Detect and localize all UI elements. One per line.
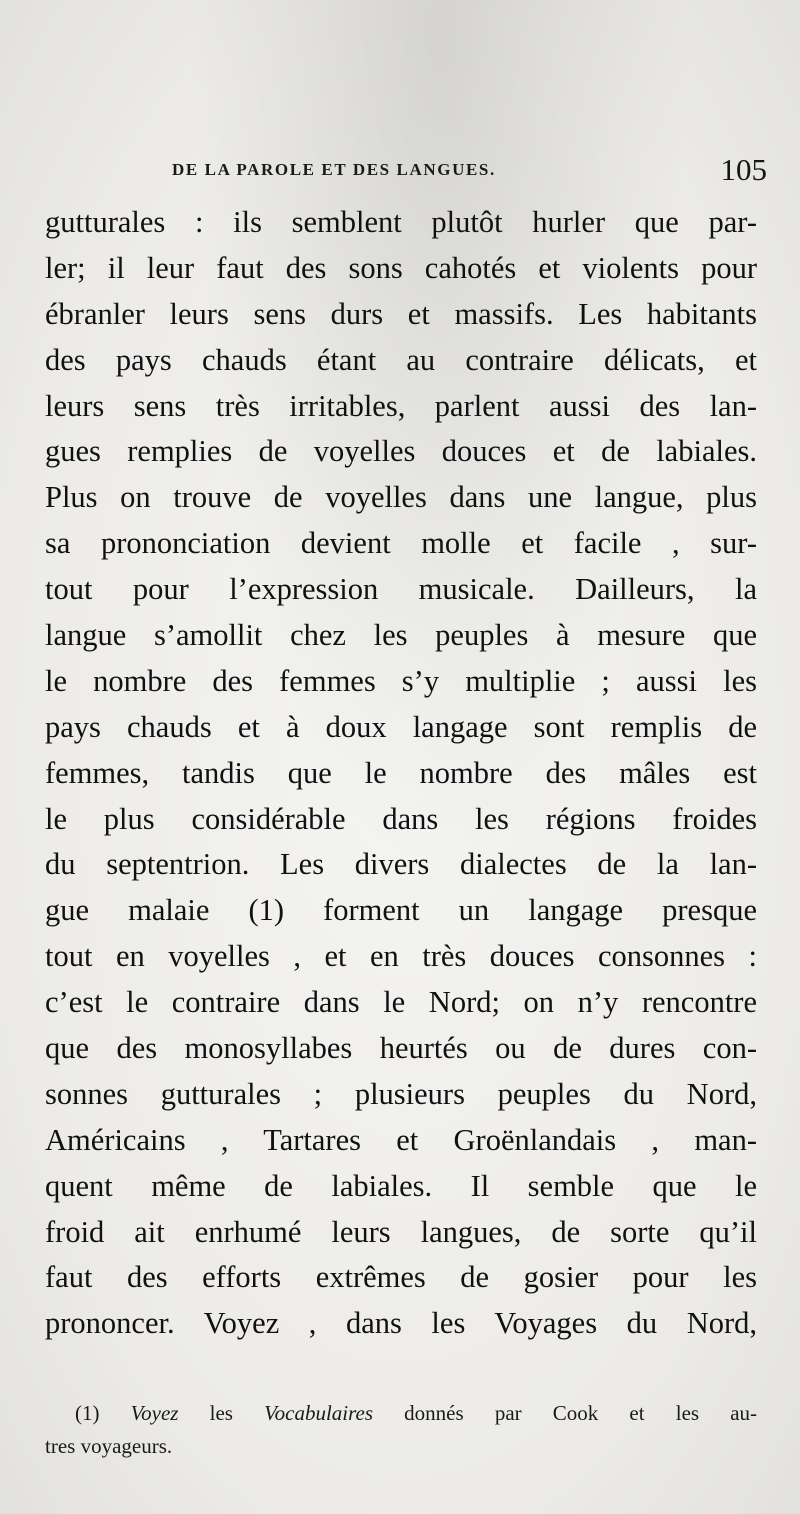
text-line: tout en voyelles , et en très douces consonnes : — [45, 939, 757, 974]
text-line: langue s’amollit chez les peuples à mesure que — [45, 618, 757, 653]
text-line: quent même de labiales. Il semble que le — [45, 1168, 757, 1203]
footnote-italic: Vocabulaires — [264, 1401, 374, 1425]
footnote-marker: (1) — [75, 1401, 100, 1425]
text-line: faut des efforts extrêmes de gosier pour les — [45, 1260, 757, 1295]
text-line: Plus on trouve de voyelles dans une langue, plus — [45, 480, 757, 515]
text-line: du septentrion. Les divers dialectes de la lan- — [45, 847, 757, 882]
text-line: que des monosyllabes heurtés ou de dures con- — [45, 1031, 757, 1066]
text-line: Américains , Tartares et Groënlandais , man- — [45, 1122, 757, 1157]
footnote-line — [45, 1397, 757, 1430]
page-number: 105 — [720, 152, 767, 187]
text-line: sa prononciation devient molle et facile , sur- — [45, 526, 757, 561]
text-line: gues remplies de voyelles douces et de labiales. — [45, 434, 757, 469]
text-line: prononcer. Voyez , dans les Voyages du Nord, — [45, 1306, 757, 1341]
text-line: gue malaie (1) forment un langage presque — [45, 893, 757, 928]
footnote — [45, 1397, 757, 1463]
footnote-line: tres voyageurs. — [45, 1434, 173, 1458]
text-line: pays chauds et à doux langage sont remplis de — [45, 709, 757, 744]
text-line: le plus considérable dans les régions froides — [45, 801, 757, 836]
footnote-text: donnés par Cook et les au- — [404, 1401, 758, 1425]
text-line: leurs sens très irritables, parlent aussi des lan- — [45, 388, 757, 423]
running-title: DE LA PAROLE ET DES LANGUES. — [172, 160, 496, 179]
text-line: le nombre des femmes s’y multiplie ; aussi les — [45, 663, 757, 698]
text-line: ler; il leur faut des sons cahotés et violents pour — [45, 250, 757, 285]
body-text — [45, 200, 757, 1347]
text-line: des pays chauds étant au contraire délicats, et — [45, 342, 757, 377]
footnote-text: les — [209, 1401, 233, 1425]
page-header — [172, 152, 767, 188]
text-line: ébranler leurs sens durs et massifs. Les habitants — [45, 296, 757, 331]
footnote-italic: Voyez — [130, 1401, 179, 1425]
text-line: c’est le contraire dans le Nord; on n’y rencontre — [45, 985, 757, 1020]
text-line: tout pour l’expression musicale. Dailleurs, la — [45, 572, 757, 607]
text-line: femmes, tandis que le nombre des mâles est — [45, 755, 757, 790]
text-line: gutturales : ils semblent plutôt hurler que par- — [45, 205, 757, 239]
text-line: froid ait enrhumé leurs langues, de sorte qu’il — [45, 1214, 757, 1249]
text-line: sonnes gutturales ; plusieurs peuples du Nord, — [45, 1076, 757, 1111]
